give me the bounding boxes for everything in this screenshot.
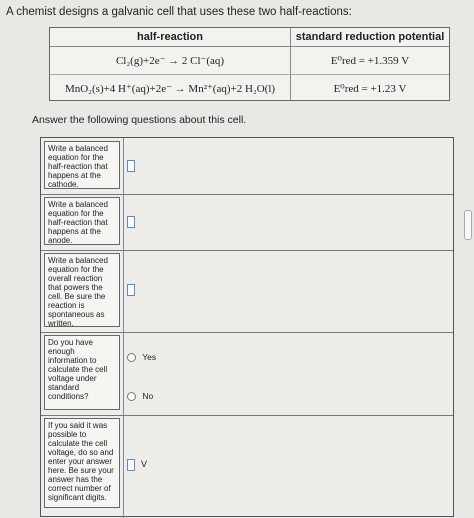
row-divider <box>123 250 124 332</box>
answer-input-overall[interactable] <box>127 284 135 296</box>
answer-prompt: Answer the following questions about this cell. <box>32 114 247 126</box>
reaction-equation: Cl₂(g)+2e⁻ → 2 Cl⁻(aq) <box>115 55 225 67</box>
row-divider <box>123 194 124 250</box>
intro-text: A chemist designs a galvanic cell that uses these two half-reactions: <box>6 6 352 18</box>
row-divider <box>123 138 124 194</box>
half-reactions-table <box>49 27 450 101</box>
answer-input-anode[interactable] <box>127 216 135 228</box>
question-row-cathode <box>41 138 453 195</box>
question-label: If you said it was possible to calculate the cell voltage, do so and enter your answer here. Be sure your answer has the correct number of significant digits. <box>44 418 120 508</box>
reaction-row <box>50 47 449 75</box>
radio-yes[interactable] <box>127 352 156 362</box>
header-half-reaction: half-reaction <box>136 31 203 43</box>
radio-no-label: No <box>142 391 154 401</box>
question-row-anode <box>41 194 453 251</box>
header-potential: standard reduction potential <box>295 31 445 43</box>
table-header <box>50 28 449 47</box>
reaction-row <box>50 75 449 102</box>
question-row-overall <box>41 250 453 333</box>
scrollbar-thumb[interactable] <box>464 210 472 240</box>
question-label: Write a balanced equation for the half-reaction that happens at the anode. <box>44 197 120 245</box>
row-divider <box>123 415 124 518</box>
reduction-potential: E⁰red = +1.359 V <box>330 55 410 67</box>
radio-no-circle[interactable] <box>127 392 136 401</box>
question-label: Write a balanced equation for the overall reaction that powers the cell. Be sure the reaction is spontaneous as written. <box>44 253 120 327</box>
question-label: Write a balanced equation for the half-reaction that happens at the cathode. <box>44 141 120 189</box>
questions-table <box>40 137 454 517</box>
row-divider <box>123 332 124 415</box>
question-row-enough-info <box>41 332 453 416</box>
question-row-voltage <box>41 415 453 518</box>
reaction-equation: MnO₂(s)+4 H⁺(aq)+2e⁻ → Mn²⁺(aq)+2 H₂O(l) <box>64 83 276 95</box>
voltage-unit: V <box>141 459 148 469</box>
reduction-potential: E⁰red = +1.23 V <box>333 83 407 95</box>
answer-input-voltage[interactable] <box>127 459 135 471</box>
radio-no[interactable] <box>127 391 153 401</box>
radio-yes-circle[interactable] <box>127 353 136 362</box>
question-label: Do you have enough information to calculate the cell voltage under standard conditions? <box>44 335 120 410</box>
radio-yes-label: Yes <box>142 352 157 362</box>
answer-input-cathode[interactable] <box>127 160 135 172</box>
